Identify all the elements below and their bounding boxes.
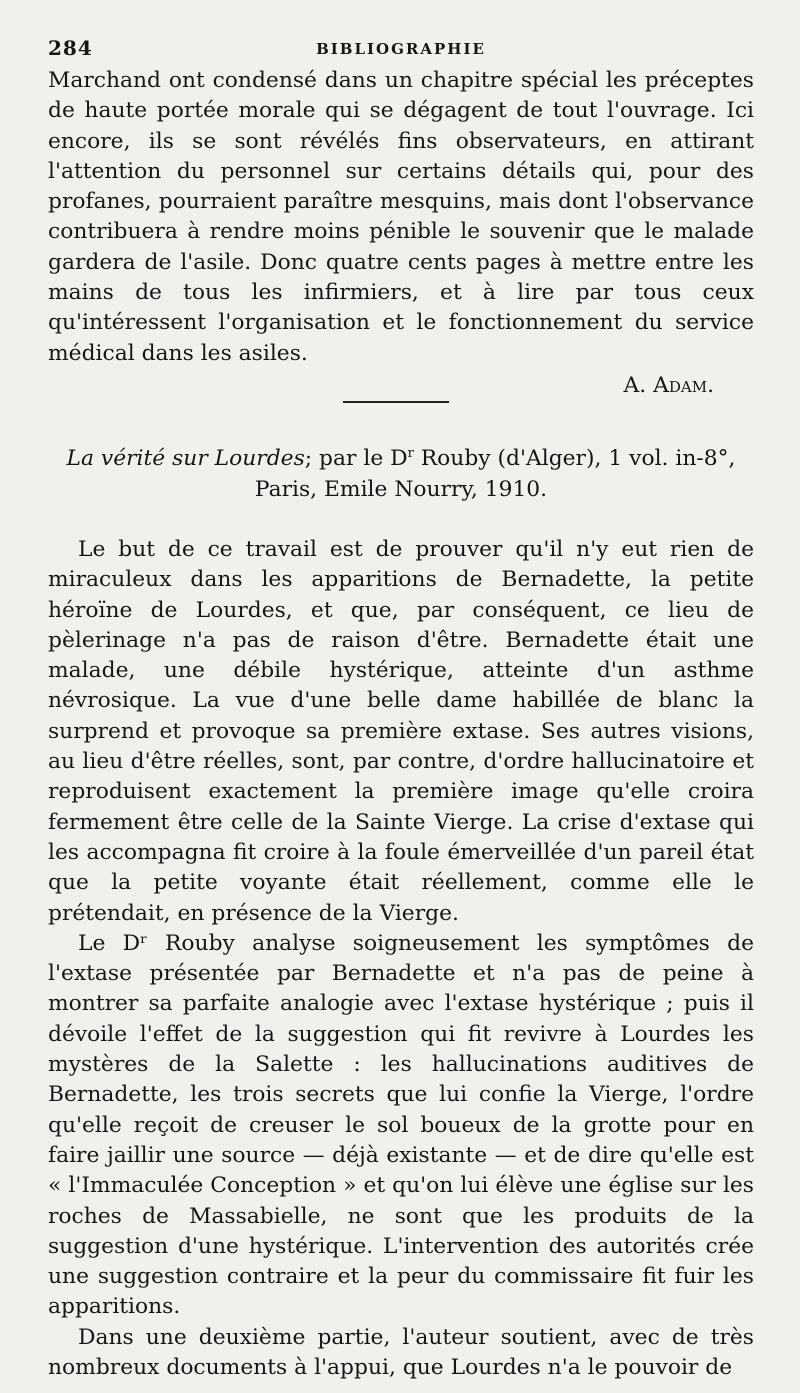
review-heading-line-2: Paris, Emile Nourry, 1910. [254, 476, 548, 502]
book-title: La vérité sur Lourdes [66, 445, 305, 471]
review-signature [48, 371, 754, 401]
page-number: 284 [48, 36, 93, 60]
review-paragraph-2: Le Dʳ Rouby analyse soigneusement les symptômes de l'extase présentée par Bernadette et n'a pas de peine à montrer sa parfaite analogie avec l'extase hystérique ; puis il dévoile l'effet de la suggestion qui fit revivre à Lourdes les mystères de la Salette : les hallucinations auditives de Bernadette, les trois secrets que lui confie la Vierge, l'ordre qu'elle reçoit de creuser le sol boueux de la grotte pour en faire jaillir une source — déjà existante — et de dire qu'elle est « l'Immaculée Conception » et qu'on lui élève une église sur les roches de Massabielle, ne sont que les produits de la suggestion d'une hystérique. L'intervention des autorités crée une suggestion contraire et la peur du commissaire fit fuir les apparitions. [48, 930, 754, 1320]
review-paragraph-3: Dans une deuxième partie, l'auteur soutient, avec de très nombreux documents à l'appui, que Lourdes n'a le pouvoir de [48, 1324, 754, 1380]
signature-initial: A. [623, 372, 647, 398]
running-head: BIBLIOGRAPHIE [316, 40, 486, 58]
section-divider [343, 401, 449, 403]
title-superscript: r [407, 445, 414, 461]
review-heading [48, 443, 754, 505]
spacer [48, 505, 754, 535]
review-paragraph-1: Le but de ce travail est de prouver qu'il n'y eut rien de miraculeux dans les apparitions de Bernadette, la petite héroïne de Lourdes, et que, par conséquent, ce lieu de pèlerinage n'a pas de raison d'être. Bernadette était une malade, une débile hystérique, atteinte d'un asthme névrosique. La vue d'une belle dame habillée de blanc la surprend et provoque sa première extase. Ses autres visions, au lieu d'être réelles, sont, par contre, d'ordre hallucinatoire et reproduisent exactement la première image qu'elle croira fermement être celle de la Sainte Vierge. La crise d'extase qui les accompagna fit croire à la foule émerveillée d'un pareil état que la petite voyante était réellement, comme elle le prétendait, en présence de la Vierge. [48, 536, 754, 926]
first-review-paragraph: Marchand ont condensé dans un chapitre spécial les préceptes de haute portée morale qui se dégagent de tout l'ouvrage. Ici encore, ils se sont révélés fins observateurs, en attirant l'attention du personnel sur certains détails qui, pour des profanes, pourraient paraître mesquins, mais dont l'observance contribuera à rendre moins pénible le souvenir que le malade gardera de l'asile. Donc quatre cents pages à mettre entre les mains de tous les infirmiers, et à lire par tous ceux qu'intéressent l'organisation et le fonctionnement du service médical dans les asiles. [48, 68, 754, 366]
signature-name: Adam. [653, 372, 714, 398]
page-header [48, 26, 754, 66]
title-mid: ; par le D [304, 445, 408, 471]
title-rest: Rouby (d'Alger), 1 vol. in-8°, [413, 445, 736, 471]
review-heading-line-1 [48, 443, 754, 474]
